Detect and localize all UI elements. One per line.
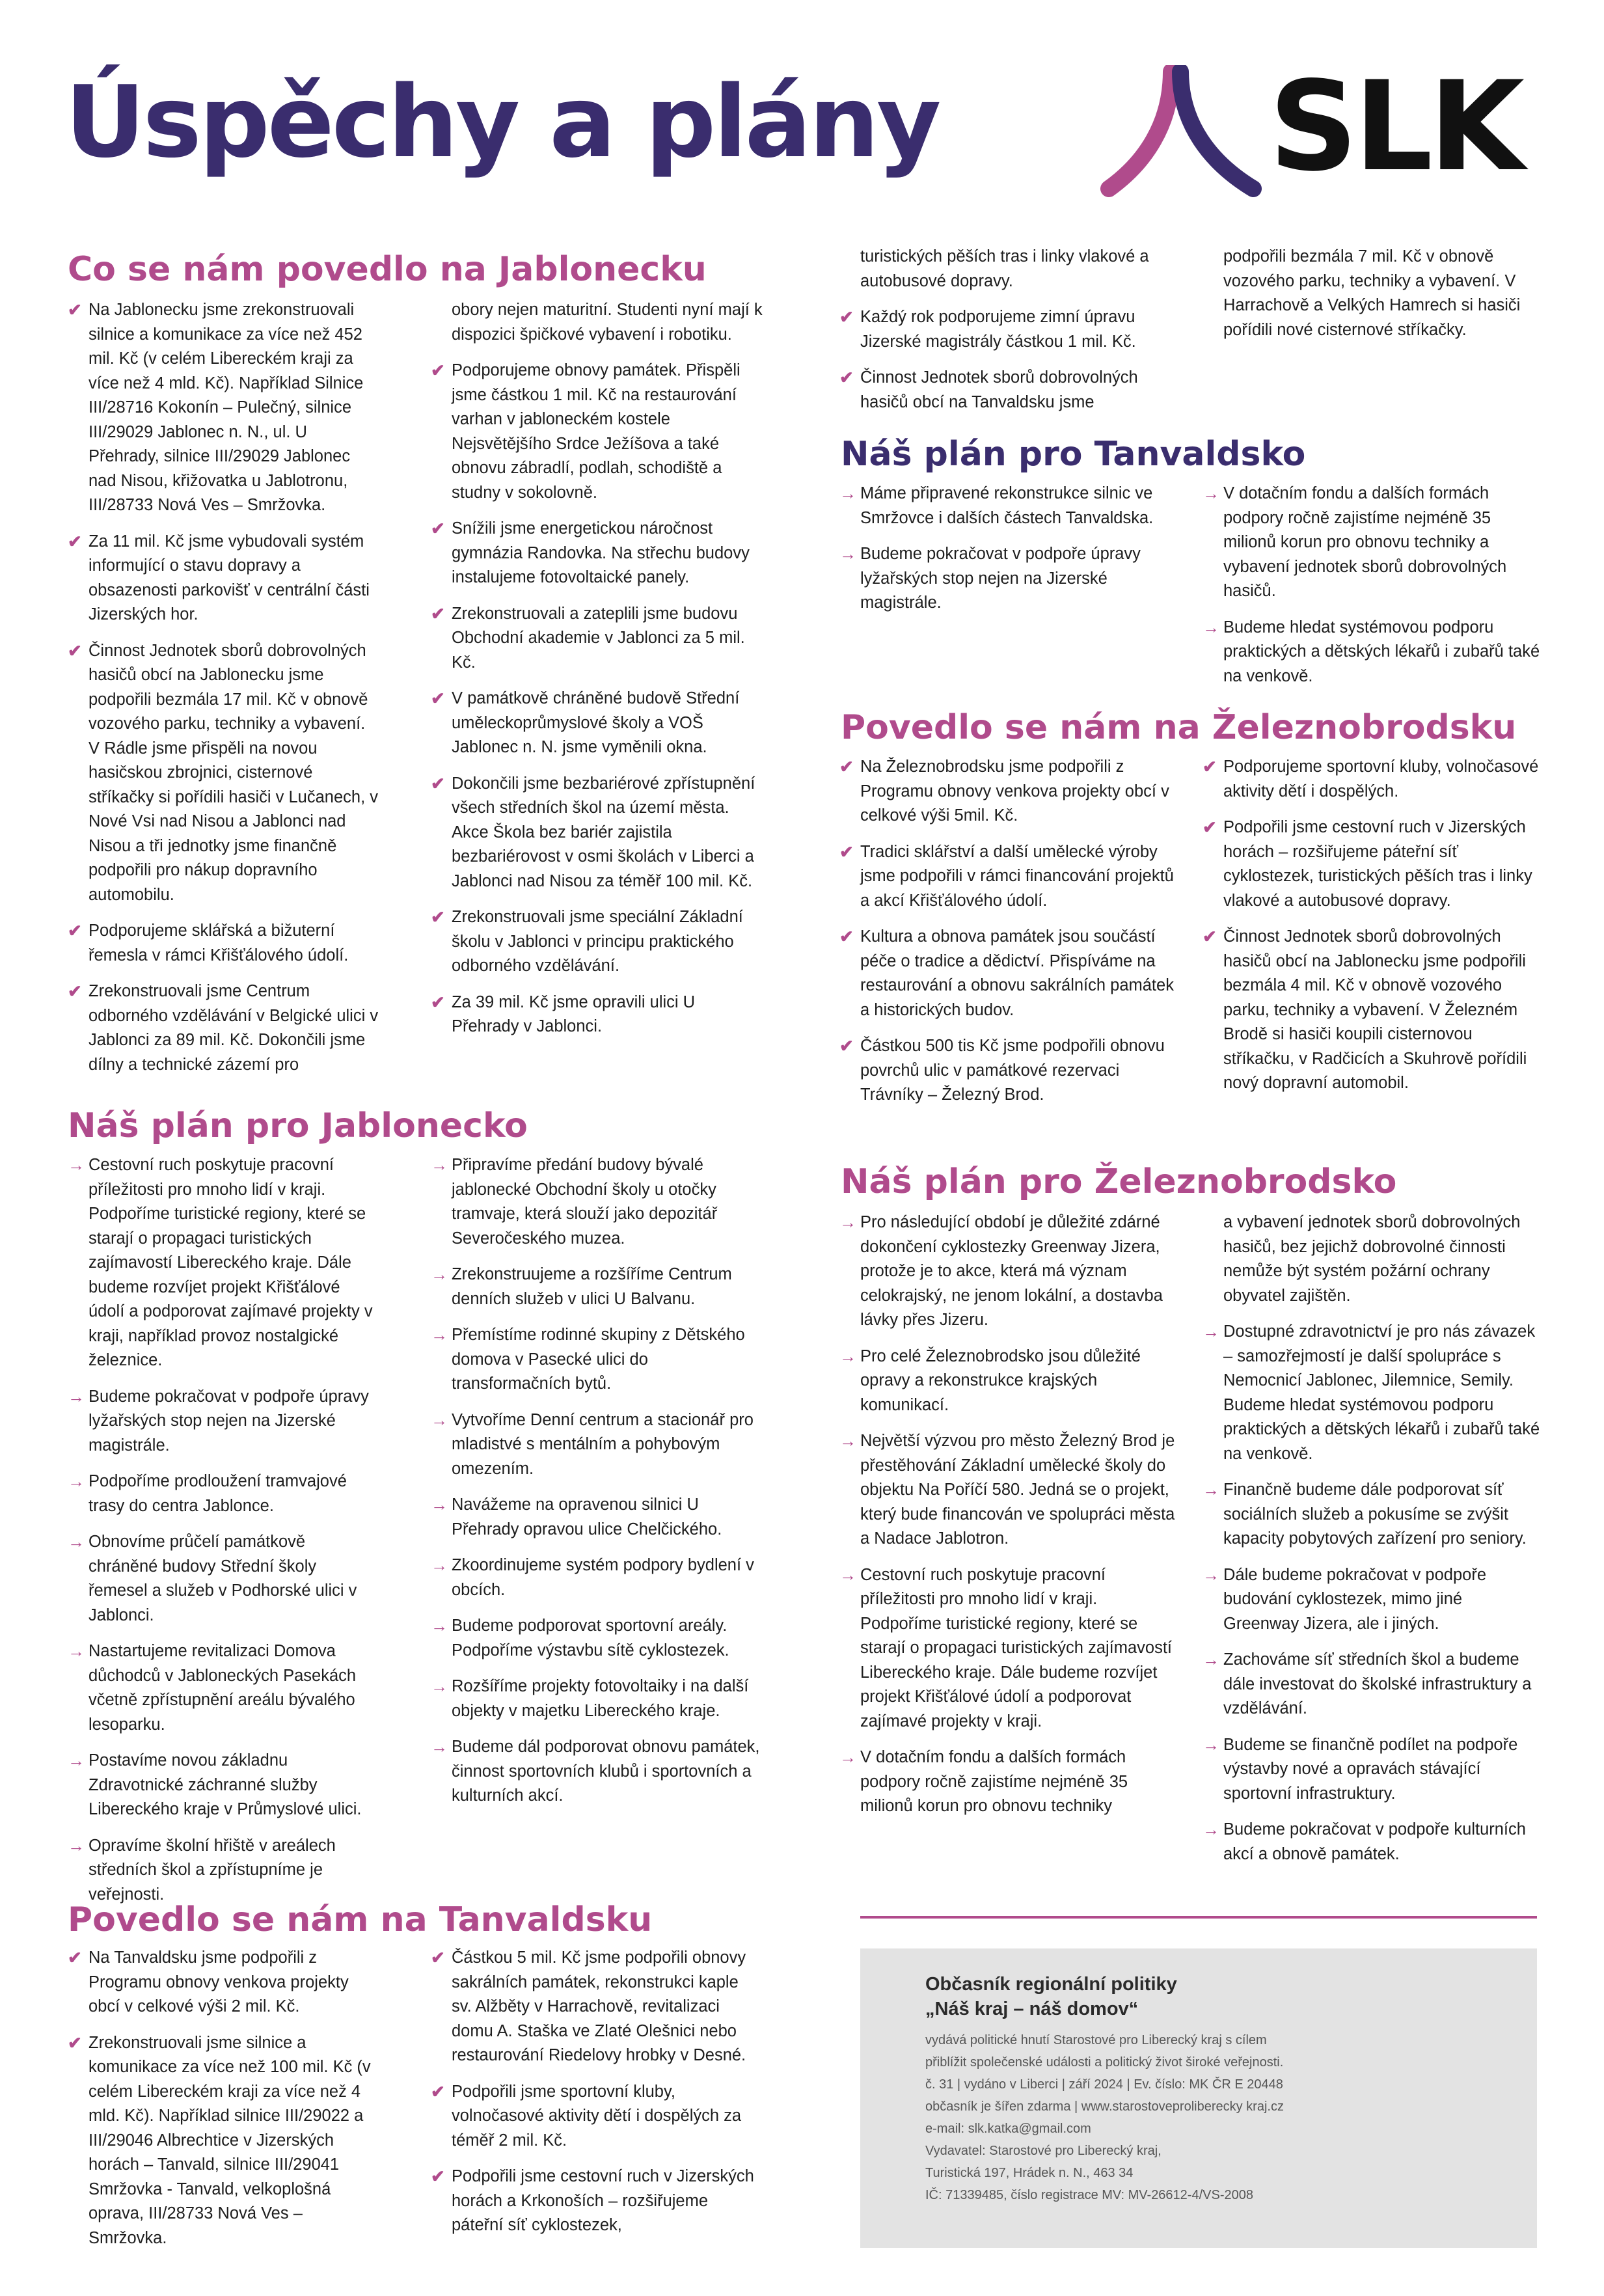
list-item [839, 1745, 1178, 1819]
list-item-text: Opravíme školní hřiště v areálech středních škol a zpřístupníme je veřejnosti. [88, 1836, 336, 1904]
list-item [1203, 1478, 1541, 1551]
imprint-line: Turistická 197, Hrádek n. N., 463 34 [925, 2166, 1134, 2180]
list-item [431, 905, 763, 979]
list-item-text: Pro následující období je důležité zdárné dokončení cyklostezky Greenway Jizera, protože je to akce, která má význam celokrajský, ne jenom lokální, a dostavba lávky přes Jizeru. [860, 1213, 1163, 1329]
check-icon: ✔ [68, 2032, 82, 2053]
arrow-right-icon: → [839, 1565, 856, 1585]
arrow-right-icon: → [431, 1495, 448, 1514]
tanvaldsko-plan-col1 [839, 482, 1178, 627]
check-icon: ✔ [68, 531, 82, 551]
arrow-right-icon: → [431, 1325, 448, 1345]
list-item-text: Zrekonstruovali jsme Centrum odborného vzdělávání v Belgické ulici v Jablonci za 89 mil. Kč. Dokončili jsme dílny a technické zázemí pro [88, 982, 379, 1074]
check-icon: ✔ [431, 2081, 445, 2101]
list-item-text: Finančně budeme dále podporovat síť sociálních služeb a pokusíme se zvýšit kapacity pobytových zařízení pro seniory. [1223, 1481, 1527, 1548]
list-item [839, 1563, 1178, 1734]
imprint-line: Vydavatel: Starostové pro Liberecký kraj, [925, 2144, 1162, 2158]
arrow-right-icon: → [431, 1155, 448, 1175]
list-item-text: Na Železnobrodsku jsme podpořili z Programu obnovy venkova projekty obcí v celkové výši 5mil. Kč. [860, 758, 1169, 825]
arrow-right-icon: → [1203, 1650, 1219, 1669]
arrow-right-icon: → [839, 1212, 856, 1232]
list-item-text: V dotačním fondu a dalších formách podpory ročně zajistíme nejméně 35 milionů korun pro obnovu techniky a vybavení jednotek sborů dobrovolných hasičů. [1223, 484, 1507, 600]
list-item-text: Dále budeme pokračovat v podpoře budování cyklostezek, mimo jiné Greenway Jizera, ale i jiných. [1223, 1565, 1487, 1633]
list-item-text: Činnost Jednotek sborů dobrovolných hasičů obcí na Jablonecku jsme podpořili bezmála 17 mil. Kč v obnově vozového parku, techniky a vybavení. V Rádle jsme přispěli na novou hasičskou zbrojnici, cisternové stříkačky si pořídili hasiči v Lučanech, v Nové Vsi nad Nisou a Jablonci nad Nisou a tři jednotky jsme finančně podpořili pro nákup dopravního automobilu. [88, 641, 379, 904]
list-item [68, 639, 379, 908]
list-item [431, 1263, 763, 1311]
list-item [431, 1153, 763, 1251]
check-icon: ✔ [431, 603, 445, 623]
check-icon: ✔ [68, 1948, 82, 1967]
list-item-text: Budeme pokračovat v podpoře úpravy lyžařských stop nejen na Jizerské magistrále. [860, 545, 1141, 612]
list-item [431, 2080, 763, 2153]
list-item-text: Podporujeme sklářská a bižuterní řemesla v rámci Křišťálového údolí. [88, 922, 349, 964]
list-item: obory nejen maturitní. Studenti nyní mají k dispozici špičkové vybavení i robotiku. [452, 301, 763, 344]
section-title-zeleznobrodsko-plan: Náš plán pro Železnobrodsko [841, 1162, 1397, 1201]
arrow-right-icon: → [68, 1751, 85, 1770]
check-icon: ✔ [1203, 817, 1217, 837]
arrow-right-icon: → [839, 1431, 856, 1451]
arrow-right-icon: → [839, 1747, 856, 1767]
check-icon: ✔ [68, 921, 82, 940]
list-item-text: Připravíme předání budovy bývalé jablonecké Obchodní školy u otočky tramvaje, která slouží jako depozitář Severočeského muzea. [452, 1156, 718, 1248]
list-item-text: Zrekonstruovali a zateplili jsme budovu Obchodní akademie v Jablonci za 5 mil. Kč. [452, 604, 745, 672]
check-icon: ✔ [431, 519, 445, 538]
list-item-text: Za 11 mil. Kč jsme vybudovali systém informující o stavu dopravy a obsazenosti parkovišť v centrální části Jizerských hor. [88, 532, 370, 623]
check-icon: ✔ [839, 841, 854, 862]
list-item-text: Podpořili jsme cestovní ruch v Jizerských horách a Krkonoších – rozšiřujeme páteřní síť cyklostezek, [452, 2167, 754, 2234]
arrow-right-icon: → [1203, 617, 1219, 637]
list-item [839, 755, 1178, 828]
imprint-heading: Občasník regionální politiky „Náš kraj – náš domov“ [925, 1974, 1177, 2019]
arrow-right-icon: → [431, 1616, 448, 1635]
list-item [431, 1674, 763, 1723]
list-item [839, 542, 1178, 616]
list-item-text: Obnovíme průčelí památkově chráněné budovy Střední školy řemesel a služeb v Podhorské ulici v Jablonci. [88, 1533, 357, 1624]
list-item [431, 359, 763, 505]
list-item-text: Podpoříme prodloužení tramvajové trasy do centra Jablonce. [88, 1472, 347, 1515]
arrow-right-icon: → [431, 1555, 448, 1575]
list-item-text: Cestovní ruch poskytuje pracovní příležitosti pro mnoho lidí v kraji. Podpoříme turistické regiony, které se starají o propagaci turistických zajímavostí Libereckého kraje. Dále budeme rozvíjet projekt Křišťálové údolí a podporovat zajímavé projekty v kraji. [860, 1565, 1173, 1730]
tanvaldsko-done-col3 [839, 245, 1178, 426]
list-item-text: Podpořili jsme sportovní kluby, volnočasové aktivity dětí i dospělých za téměř 2 mil. Kč. [452, 2082, 742, 2150]
check-icon: ✔ [68, 640, 82, 661]
logo-mark-icon [1100, 65, 1269, 202]
list-item: turistických pěších tras i linky vlakové a autobusové dopravy. [860, 247, 1149, 290]
arrow-right-icon: → [839, 544, 856, 564]
list-item-text: Činnost Jednotek sborů dobrovolných hasičů obcí na Jablonecku jsme podpořili bezmála 4 mil. Kč v obnově vozového parku, techniky a vybavení. V Železném Brodě si hasiči koupili cisternovou stříkačku, v Radčicích a Skuhrově pořídili nový dopravní automobil. [1223, 927, 1527, 1092]
jablonecko-done-col1 [68, 298, 379, 1089]
list-item [839, 482, 1178, 530]
list-item [431, 1408, 763, 1482]
list-item [1203, 1733, 1541, 1807]
arrow-right-icon: → [1203, 1480, 1219, 1499]
list-item-text: Budeme pokračovat v podpoře kulturních akcí a obnově památek. [1223, 1820, 1526, 1863]
imprint-box [860, 1948, 1537, 2248]
section-title-jablonecko-plan: Náš plán pro Jablonecko [68, 1106, 528, 1145]
list-item-text: V dotačním fondu a dalších formách podpory ročně zajistíme nejméně 35 milionů korun pro obnovu techniky [860, 1748, 1128, 1815]
list-item [431, 687, 763, 760]
imprint-line: č. 31 | vydáno v Liberci | září 2024 | Ev. číslo: MK ČR E 20448 [925, 2077, 1283, 2092]
list-item [431, 991, 763, 1039]
arrow-right-icon: → [68, 1471, 85, 1491]
list-item-text: Podporujeme sportovní kluby, volnočasové aktivity dětí i dospělých. [1223, 758, 1539, 800]
list-item [68, 919, 379, 968]
check-icon: ✔ [431, 907, 445, 927]
check-icon: ✔ [431, 689, 445, 708]
section-title-zeleznobrodsko-done: Povedlo se nám na Železnobrodsku [841, 708, 1517, 747]
list-item [1203, 1648, 1541, 1721]
check-icon: ✔ [431, 773, 445, 793]
arrow-right-icon: → [1203, 484, 1219, 503]
list-item [1203, 616, 1541, 689]
list-item [68, 1469, 379, 1518]
list-item [839, 1210, 1178, 1333]
list-item-text: Zachováme síť středních škol a budeme dále investovat do školské infrastruktury a vzdělávání. [1223, 1650, 1532, 1717]
divider [860, 1916, 1537, 1919]
list-item [68, 1385, 379, 1458]
list-item-text: Tradici sklářství a další umělecké výroby jsme podpořili v rámci financování projektů a akcí Křišťálového údolí. [860, 842, 1174, 910]
imprint-line: e-mail: slk.katka@gmail.com [925, 2122, 1091, 2136]
check-icon: ✔ [1203, 757, 1217, 776]
list-item [1203, 925, 1541, 1096]
imprint-line: přiblížit společenské události a politický život široké veřejnosti. [925, 2055, 1284, 2070]
list-item [839, 366, 1178, 415]
list-item [431, 1735, 763, 1809]
list-item-text: Cestovní ruch poskytuje pracovní příležitosti pro mnoho lidí v kraji. Podpoříme turistické regiony, které se starají o propagaci turistických zajímavostí Libereckého kraje. Dále budeme rozvíjet projekt Křišťálové údolí a podporovat zajímavé projekty v kraji, například provoz nostalgické železnice. [88, 1156, 373, 1369]
check-icon: ✔ [839, 757, 854, 776]
list-item-text: Budeme se finančně podílet na podpoře výstavby nové a opravách stávající sportovní infrastruktury. [1223, 1735, 1518, 1803]
list-item-text: Částkou 500 tis Kč jsme podpořili obnovu povrchů ulic v památkové rezervaci Trávníky – Železný Brod. [860, 1037, 1165, 1104]
arrow-right-icon: → [839, 1346, 856, 1366]
section-title-jablonecko-done: Co se nám povedlo na Jablonecku [68, 250, 707, 289]
list-item-text: Největší výzvou pro město Železný Brod je přestěhování Základní umělecké školy do objektu Na Poříčí 580. Jedná se o projekt, který bude financován ve spolupráci města a Nadace Jablotron. [860, 1432, 1175, 1548]
zeleznobrodsko-plan-col1 [839, 1210, 1178, 1831]
list-item [1203, 755, 1541, 804]
check-icon: ✔ [431, 361, 445, 380]
check-icon: ✔ [431, 992, 445, 1012]
check-icon: ✔ [839, 307, 854, 327]
slk-logo [1100, 55, 1542, 202]
check-icon: ✔ [431, 2166, 445, 2186]
list-item-text: Pro celé Železnobrodsko jsou důležité opravy a rekonstrukce krajských komunikací. [860, 1346, 1141, 1414]
list-item-text: Nastartujeme revitalizaci Domova důchodců v Jabloneckých Pasekách včetně zpřístupnění areálu bývalého lesoparku. [88, 1642, 357, 1734]
imprint-line: občasník je šířen zdarma | www.starostoveproliberecky kraj.cz [925, 2099, 1284, 2114]
list-item [431, 602, 763, 676]
page-title: Úspěchy a plány [65, 64, 939, 180]
arrow-right-icon: → [1203, 1565, 1219, 1585]
jablonecko-done-col2 [431, 298, 763, 1051]
check-icon: ✔ [68, 981, 82, 1001]
tanvaldsko-done-col2 [431, 1946, 763, 2250]
list-item [431, 1323, 763, 1397]
list-item-text: Dostupné zdravotnictví je pro nás závazek – samozřejmostí je další spolupráce s Nemocnicí Jablonec, Jilemnice, Semily. Budeme hledat systémovou podporu praktických a dětských lékařů i zubařů také na venkově. [1223, 1322, 1540, 1463]
list-item [839, 925, 1178, 1022]
tanvaldsko-plan-col2 [1203, 482, 1541, 700]
arrow-right-icon: → [68, 1835, 85, 1855]
zeleznobrodsko-plan-col2 [1203, 1210, 1541, 1878]
list-item-text: Budeme podporovat sportovní areály. Podpoříme výstavbu sítě cyklostezek. [452, 1617, 729, 1660]
list-item-text: Zkoordinujeme systém podpory bydlení v obcích. [452, 1556, 754, 1599]
check-icon: ✔ [839, 368, 854, 387]
tanvaldsko-done-col4 [1203, 245, 1541, 354]
list-item-text: Přemístíme rodinné skupiny z Dětského domova v Pasecké ulici do transformačních bytů. [452, 1326, 745, 1393]
list-item [68, 1749, 379, 1822]
list-item-text: Rozšíříme projekty fotovoltaiky i na další objekty v majetku Libereckého kraje. [452, 1677, 749, 1720]
arrow-right-icon: → [68, 1155, 85, 1175]
arrow-right-icon: → [431, 1676, 448, 1696]
jablonecko-plan-col1 [68, 1153, 379, 1919]
list-item-text: Vytvoříme Denní centrum a stacionář pro mladistvé s mentálním a pohybovým omezením. [452, 1410, 754, 1478]
imprint-line: IČ: 71339485, číslo registrace MV: MV-26612-4/VS-2008 [925, 2188, 1253, 2202]
list-item-text: Postavíme novou základnu Zdravotnické záchranné služby Libereckého kraje v Průmyslové ulici. [88, 1751, 362, 1818]
list-item [839, 1345, 1178, 1418]
list-item-text: Budeme hledat systémovou podporu praktických a dětských lékařů i zubařů také na venkově. [1223, 618, 1540, 685]
list-item [68, 1153, 379, 1373]
check-icon: ✔ [68, 300, 82, 320]
list-item [68, 298, 379, 518]
list-item [839, 840, 1178, 914]
list-item-text: Za 39 mil. Kč jsme opravili ulici U Přehrady v Jablonci. [452, 992, 696, 1035]
list-item [1203, 815, 1541, 913]
list-item-text: Kultura a obnova památek jsou součástí péče o tradice a dědictví. Přispíváme na restaurování a obnovu sakrálních památek a historických budov. [860, 927, 1174, 1019]
list-item-text: Máme připravené rekonstrukce silnic ve Smržovce i dalších částech Tanvaldska. [860, 484, 1154, 527]
list-item-text: Dokončili jsme bezbariérové zpřístupnění všech středních škol na území města. Akce Škola bez bariér zajistila bezbariérovost v osmi školách v Liberci a Jablonci nad Nisou za téměř 100 mil. Kč. [452, 774, 755, 890]
arrow-right-icon: → [839, 484, 856, 503]
list-item-text: Částkou 5 mil. Kč jsme podpořili obnovy sakrálních památek, rekonstrukci kaple sv. Alžběty v Harrachově, revitalizaci domu A. Staška ve Zlaté Olešnici nebo restaurování Riedelovy hrobky v Desné. [452, 1948, 746, 2064]
list-item [68, 530, 379, 627]
list-item [431, 1553, 763, 1602]
list-item [1203, 482, 1541, 604]
list-item-text: Činnost Jednotek sborů dobrovolných hasičů obcí na Tanvaldsku jsme [860, 368, 1138, 411]
zeleznobrodsko-done-col1 [839, 755, 1178, 1119]
list-item [1203, 1563, 1541, 1637]
list-item-text: Budeme pokračovat v podpoře úpravy lyžařských stop nejen na Jizerské magistrále. [88, 1387, 369, 1455]
list-item: a vybavení jednotek sborů dobrovolných hasičů, bez jejichž dobrovolné činnosti nemůže být systém požární ochrany obyvatel zajištěn. [1223, 1213, 1521, 1305]
arrow-right-icon: → [1203, 1322, 1219, 1341]
list-item-text: Snížili jsme energetickou náročnost gymnázia Randovka. Na střechu budovy instalujeme fotovoltaické panely. [452, 519, 750, 586]
tanvaldsko-done-col1 [68, 1946, 379, 2262]
list-item [431, 1946, 763, 2068]
arrow-right-icon: → [68, 1532, 85, 1551]
section-title-tanvaldsko-done: Povedlo se nám na Tanvaldsku [68, 1900, 653, 1939]
list-item [68, 2031, 379, 2251]
check-icon: ✔ [839, 1036, 854, 1056]
list-item-text: Podpořili jsme cestovní ruch v Jizerských horách – rozšiřujeme páteřní síť cyklostezek, turistických pěších tras i linky vlakové a autobusové dopravy. [1223, 818, 1532, 910]
list-item-text: Zrekonstruujeme a rozšíříme Centrum denních služeb v ulici U Balvanu. [452, 1265, 732, 1308]
arrow-right-icon: → [1203, 1734, 1219, 1755]
list-item-text: Na Tanvaldsku jsme podpořili z Programu obnovy venkova projekty obcí v celkové výši 2 mil. Kč. [88, 1948, 349, 2016]
list-item [68, 1639, 379, 1737]
list-item [1203, 1818, 1541, 1866]
list-item-text: Zrekonstruovali jsme speciální Základní školu v Jablonci v principu praktického odborného vzdělávání. [452, 908, 743, 975]
list-item [68, 1834, 379, 1907]
arrow-right-icon: → [68, 1386, 85, 1406]
imprint-line: vydává politické hnutí Starostové pro Liberecký kraj s cílem [925, 2033, 1267, 2047]
list-item [1203, 1320, 1541, 1466]
check-icon: ✔ [1203, 927, 1217, 946]
list-item [431, 772, 763, 894]
logo-text: SLK [1269, 55, 1521, 198]
imprint-body [925, 2029, 1284, 2206]
list-item: podpořili bezmála 7 mil. Kč v obnově vozového parku, techniky a vybavení. V Harrachově a Velkých Hamrech si hasiči pořídili nové cisternové stříkačky. [1223, 247, 1521, 339]
section-title-tanvaldsko-plan: Náš plán pro Tanvaldsko [841, 435, 1306, 474]
zeleznobrodsko-done-col2 [1203, 755, 1541, 1108]
check-icon: ✔ [431, 1948, 445, 1967]
list-item [68, 1530, 379, 1628]
jablonecko-plan-col2 [431, 1153, 763, 1820]
list-item-text: Navážeme na opravenou silnici U Přehrady opravou ulice Chelčického. [452, 1496, 722, 1538]
list-item [431, 517, 763, 590]
arrow-right-icon: → [431, 1264, 448, 1284]
list-item [68, 979, 379, 1077]
arrow-right-icon: → [68, 1641, 85, 1661]
list-item [839, 1034, 1178, 1108]
list-item-text: V památkově chráněné budově Střední uměleckoprůmyslové školy a VOŠ Jablonec n. N. jsme vyměnili okna. [452, 689, 740, 756]
list-item-text: Zrekonstruovali jsme silnice a komunikace za více než 100 mil. Kč (v celém Libereckém kraji za více než 4 mld. Kč). Například silnice III/29022 a III/29046 Albrechtice v Jizerských horách – Tanvald, silnice III/29041 Smržovka - Tanvald, velkoplošná oprava, III/28733 Nová Ves – Smržovka. [88, 2033, 371, 2247]
list-item-text: Na Jablonecku jsme zrekonstruovali silnice a komunikace za více než 452 mil. Kč (v celém Libereckém kraji za více než 4 mld. Kč). Například Silnice III/28716 Kokonín – Pulečný, silnice III/29029 Jablonec n. N., ul. U Přehrady, silnice III/29029 Jablonec nad Nisou, křižovatka u Jablotronu, III/28733 Nová Ves – Smržovka. [88, 301, 364, 514]
check-icon: ✔ [839, 927, 854, 946]
list-item [68, 1946, 379, 2019]
arrow-right-icon: → [1203, 1820, 1219, 1839]
list-item-text: Podporujeme obnovy památek. Přispěli jsme částkou 1 mil. Kč na restaurování varhan v jabloneckém kostele Nejsvětějšího Srdce Ježíšova a také obnovu zábradlí, podlah, schodiště a studny v sokolovně. [452, 361, 741, 502]
list-item [431, 1614, 763, 1663]
list-item [839, 305, 1178, 354]
list-item [431, 1493, 763, 1542]
list-item-text: Každý rok podporujeme zimní úpravu Jizerské magistrály částkou 1 mil. Kč. [860, 308, 1136, 351]
arrow-right-icon: → [431, 1410, 448, 1430]
arrow-right-icon: → [431, 1737, 448, 1756]
list-item-text: Budeme dál podporovat obnovu památek, činnost sportovních klubů i sportovních a kulturních akcí. [452, 1738, 760, 1805]
list-item [839, 1429, 1178, 1551]
list-item [431, 2165, 763, 2238]
